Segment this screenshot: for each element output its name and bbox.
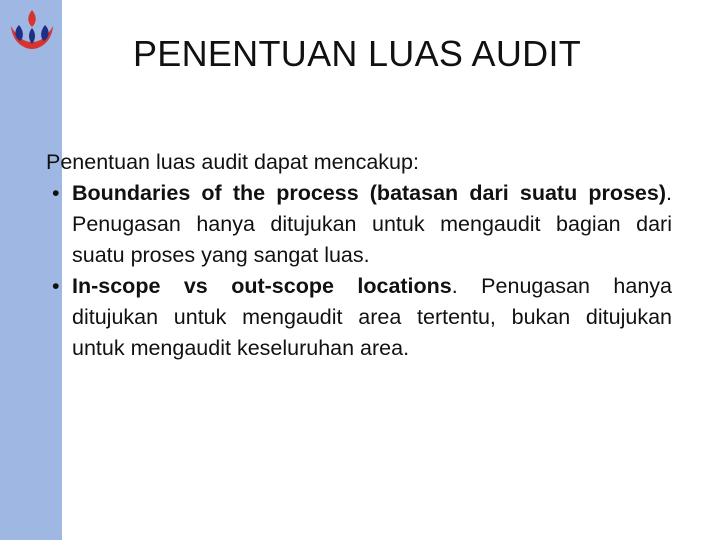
bullet-text: . Penugasan hanya ditujukan untuk mengaudit bagian dari suatu proses yang sangat luas. [72,181,672,267]
bullet-item-locations [46,271,672,364]
bullet-term: In-scope vs out-scope locations [72,274,452,298]
slide-body [46,147,672,364]
bullet-list [46,178,672,364]
bullet-icon: • [52,274,60,298]
bullet-icon: • [52,181,60,205]
intro-text: Penentuan luas audit dapat mencakup: [46,150,419,174]
bullet-text: . Penugasan hanya ditujukan untuk mengaudit area tertentu, bukan ditujukan untuk mengaudit keseluruhan area. [72,274,672,360]
slide-title: PENENTUAN LUAS AUDIT [132,33,582,74]
bullet-term: Boundaries of the process (batasan dari suatu proses) [72,181,667,205]
org-logo-icon [6,8,58,52]
bullet-item-boundaries [46,178,672,271]
